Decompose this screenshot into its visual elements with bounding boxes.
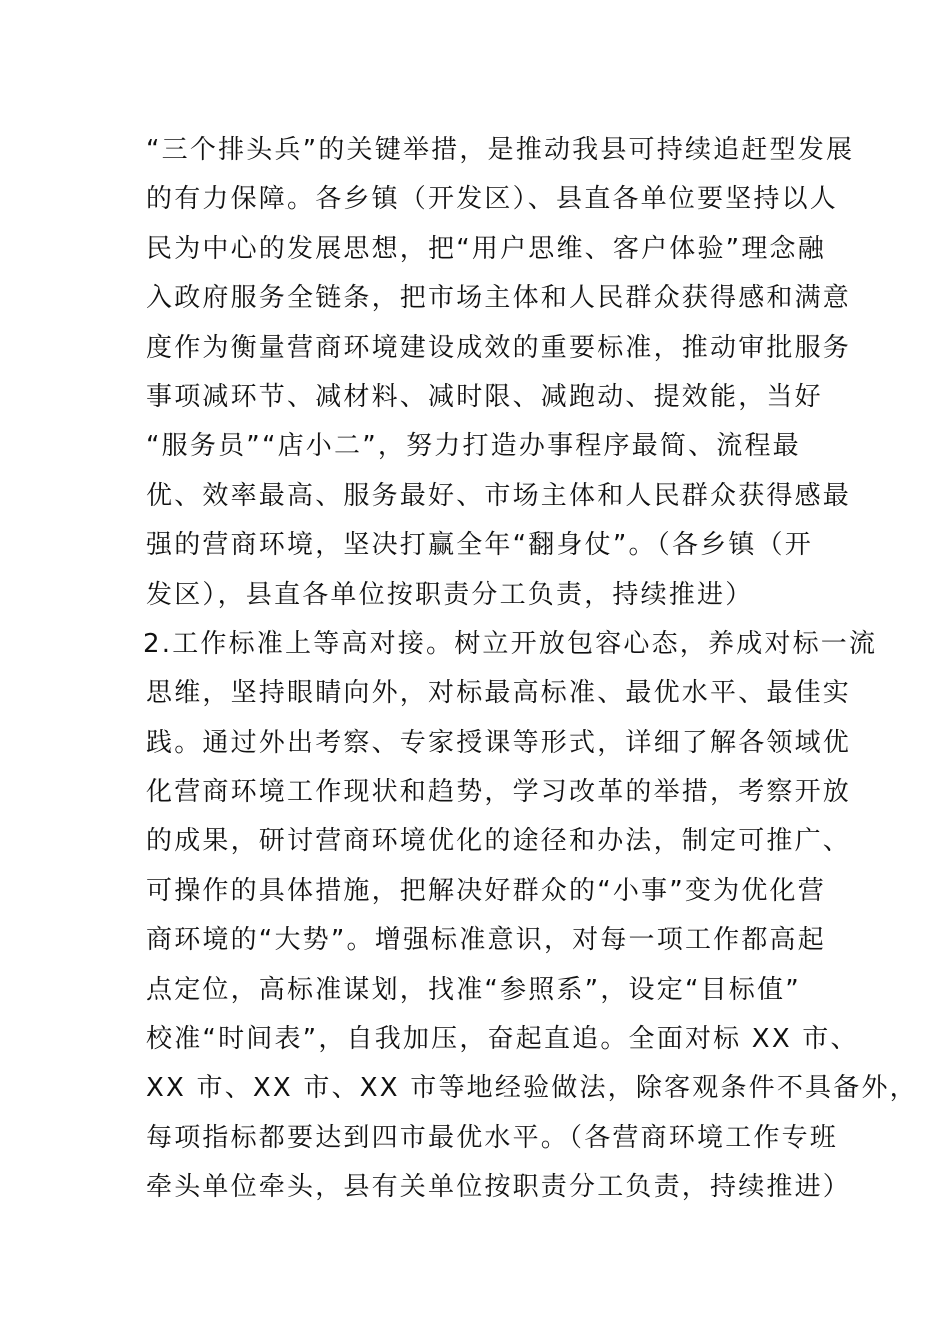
text-line: 强的营商环境，坚决打赢全年“翻身仗”。（各乡镇（开 <box>146 530 813 561</box>
text-line: 的成果，研讨营商环境优化的途径和办法，制定可推广、 <box>146 826 852 857</box>
text-line: 化营商环境工作现状和趋势，学习改革的举措，考察开放 <box>146 777 852 808</box>
text-line: “三个排头兵”的关键举措，是推动我县可持续追赶型发展 <box>146 135 855 165</box>
text-line: 校准“时间表”，自我加压，奋起直追。全面对标 XX 市、 <box>146 1024 859 1055</box>
text-line: 点定位，高标准谋划，找准“参照系”，设定“目标值” <box>146 974 801 1005</box>
text-line: 度作为衡量营商环境建设成效的重要标准，推动审批服务 <box>146 332 852 363</box>
text-line: 入政府服务全链条，把市场主体和人民群众获得感和满意 <box>146 283 852 314</box>
body-text <box>143 126 918 1213</box>
text-line: “服务员”“店小二”，努力打造办事程序最简、流程最 <box>146 431 801 462</box>
text-line: XX 市、XX 市、XX 市等地经验做法，除客观条件不具备外， <box>146 1073 918 1104</box>
text-line: 践。通过外出考察、专家授课等形式，详细了解各领域优 <box>146 727 852 758</box>
text-line: 发区），县直各单位按职责分工负责，持续推进） <box>146 579 754 610</box>
text-line: 可操作的具体措施，把解决好群众的“小事”变为优化营 <box>146 875 826 906</box>
text-line: 牵头单位牵头，县有关单位按职责分工负责，持续推进） <box>146 1172 852 1203</box>
text-line: 思维，坚持眼睛向外，对标最高标准、最优水平、最佳实 <box>146 678 852 709</box>
text-line: 民为中心的发展思想，把“用户思维、客户体验”理念融 <box>146 233 826 264</box>
text-line: 每项指标都要达到四市最优水平。（各营商环境工作专班 <box>146 1122 839 1153</box>
text-line: 商环境的“大势”。增强标准意识，对每一项工作都高起 <box>146 925 826 956</box>
text-line: 事项减环节、减材料、减时限、减跑动、提效能，当好 <box>146 381 823 412</box>
text-line: 的有力保障。各乡镇（开发区）、县直各单位要坚持以人 <box>146 184 839 215</box>
text-line: 优、效率最高、服务最好、市场主体和人民群众获得感最 <box>146 480 852 511</box>
section-heading-line: 2.工作标准上等高对接。树立开放包容心态，养成对标一流 <box>143 628 878 659</box>
